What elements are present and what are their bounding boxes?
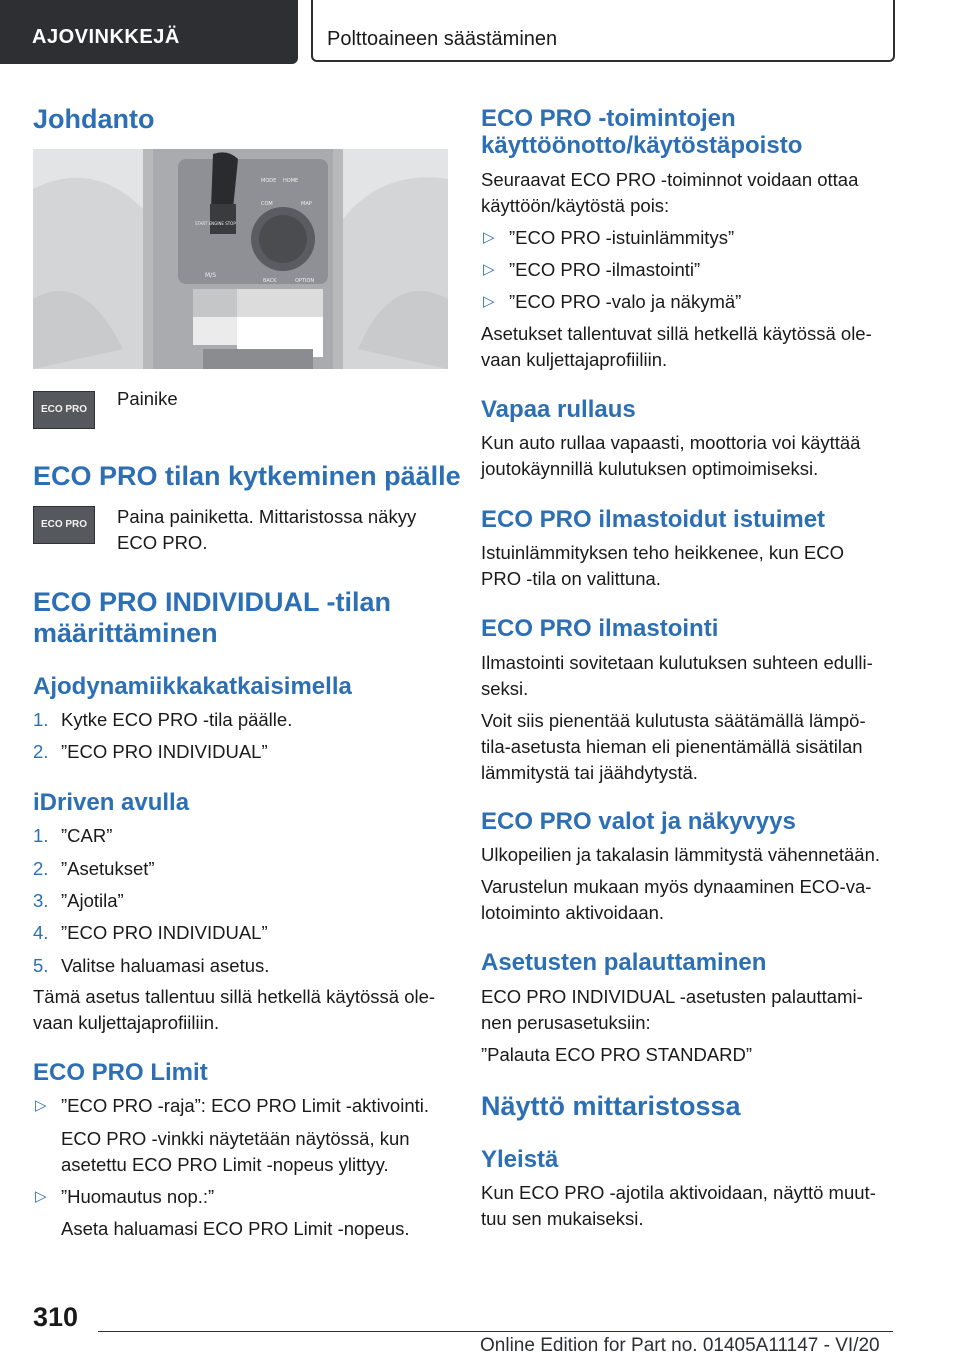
palautus-text-1: ECO PRO INDIVIDUAL -asetusten palauttami‐ [481,986,863,1007]
section-tab [311,0,895,62]
page-number: 310 [33,1302,79,1332]
heading-vapaa-rullaus: Vapaa rullaus [481,396,636,423]
asetukset-text-1: Asetukset tallentuvat sillä hetkellä käytössä ole‐ [481,323,872,344]
heading-toiminnot-2: käyttöönotto/käytöstäpoisto [481,132,803,159]
tallennus-text-2: vaan kuljettajaprofiiliin. [33,1012,220,1033]
ilmastointi-text-4: tila-asetusta hieman eli pienentämällä sisätilan [481,736,863,757]
triangle-bullet-icon: ▷ [483,261,495,278]
center-console-illustration [33,149,448,369]
toiminnot-text-1: Seuraavat ECO PRO -toiminnot voidaan ottaa [481,169,859,190]
footer-divider [98,1331,893,1332]
gear-selector-photo [33,149,448,369]
asetukset-text-2: vaan kuljettajaprofiiliin. [481,349,668,370]
yleista-text-2: tuu sen mukaiseksi. [481,1208,644,1229]
valot-text-2: Varustelun mukaan myös dynaaminen ECO-va‐ [481,876,872,897]
ilmastointi-text-5: lämmitystä tai jäähdytystä. [481,762,698,783]
eco-pro-button-icon-2: ECO PRO [33,506,95,544]
chapter-tab [0,0,298,64]
section-title: Polttoaineen säästäminen [327,28,558,50]
eco-pro-button-icon: ECO PRO [33,391,95,429]
heading-naytto: Näyttö mittaristossa [481,1091,741,1121]
chapter-title: AJOVINKKEJÄ [32,26,180,48]
triangle-bullet-icon: ▷ [35,1097,47,1114]
heading-individual-1: ECO PRO INDIVIDUAL -tilan [33,587,392,617]
yleista-text-1: Kun ECO PRO -ajotila aktivoidaan, näyttö muut‐ [481,1182,876,1203]
heading-toiminnot-1: ECO PRO -toimintojen [481,105,736,132]
photo-label-back: BACK [263,278,277,284]
heading-valot: ECO PRO valot ja näkyvyys [481,808,796,835]
kytkeminen-text-1: Paina painiketta. Mittaristossa näkyy [117,506,417,527]
heading-ilmastointi: ECO PRO ilmastointi [481,615,719,642]
limit-sub-2: Aseta haluamasi ECO PRO Limit -nopeus. [61,1218,410,1239]
photo-label-ms: M/S [205,272,217,279]
heading-yleista: Yleistä [481,1146,559,1173]
painike-caption: Painike [117,388,178,409]
heading-individual-2: määrittäminen [33,618,218,648]
istuimet-text-2: PRO -tila on valittuna. [481,568,661,589]
heading-ajodynamiikka: Ajodynamiikkakatkaisimella [33,673,352,700]
heading-johdanto: Johdanto [33,104,155,134]
triangle-bullet-icon: ▷ [483,293,495,310]
triangle-bullet-icon: ▷ [483,229,495,246]
photo-label-option: OPTION [295,278,315,284]
photo-label-com: COM [261,201,273,207]
vapaa-text-2: joutokäynnillä kulutuksen optimoimiseksi. [481,458,819,479]
toiminnot-text-2: käyttöön/käytöstä pois: [481,195,670,216]
ilmastointi-text-3: Voit siis pienentää kulutusta säätämällä lämpö‐ [481,710,866,731]
limit-sub-1b: asetettu ECO PRO Limit -nopeus ylittyy. [61,1154,389,1175]
heading-idrive: iDriven avulla [33,789,190,816]
vapaa-text-1: Kun auto rullaa vapaasti, moottoria voi käyttää [481,432,861,453]
ilmastointi-text-1: Ilmastointi sovitetaan kulutuksen suhteen edulli‐ [481,652,873,673]
photo-label-start: START ENGINE STOP [195,221,236,226]
istuimet-text-1: Istuinlämmityksen teho heikkenee, kun ECO [481,542,844,563]
triangle-bullet-icon: ▷ [35,1188,47,1205]
heading-limit: ECO PRO Limit [33,1059,208,1086]
heading-palautus: Asetusten palauttaminen [481,949,767,976]
valot-text-1: Ulkopeilien ja takalasin lämmitystä vähennetään. [481,844,880,865]
photo-label-mode: MODE [261,178,277,184]
ilmastointi-text-2: seksi. [481,678,529,699]
heading-istuimet: ECO PRO ilmastoidut istuimet [481,506,826,533]
footer-edition: Online Edition for Part no. 01405A11147 - VI/20 [480,1335,880,1356]
palautus-text-2: nen perusasetuksiin: [481,1012,651,1033]
kytkeminen-text-2: ECO PRO. [117,532,208,553]
photo-label-map: MAP [301,201,312,207]
photo-label-home: HOME [283,178,299,184]
limit-sub-1a: ECO PRO -vinkki näytetään näytössä, kun [61,1128,410,1149]
valot-text-3: lotoiminto aktivoidaan. [481,902,665,923]
heading-kytkeminen: ECO PRO tilan kytkeminen päälle [33,461,461,491]
palautus-text-3: ”Palauta ECO PRO STANDARD” [481,1044,753,1065]
tallennus-text-1: Tämä asetus tallentuu sillä hetkellä käytössä ole‐ [33,986,436,1007]
